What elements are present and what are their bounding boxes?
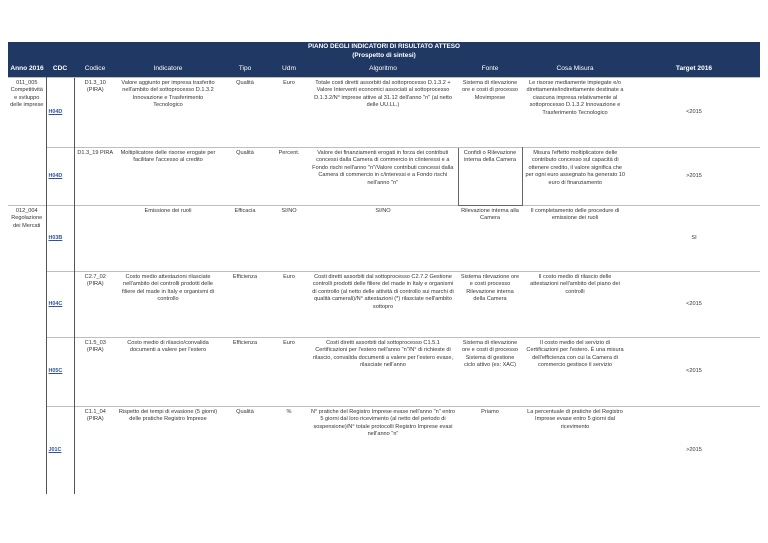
cdc-link[interactable]: J01C <box>46 407 74 494</box>
indicatore-cell: Costo medio di rilascio/convalida documenti a valere per l'estero <box>116 338 220 407</box>
udm-cell: SI/NO <box>270 206 308 272</box>
cosa-misura-cell: Misura l'effetto moltiplicatore delle contributo concesso sul capacità di ottenere credito, il valore significa che per ogni euro assegnato ha generato 10 euro di finanziamento <box>522 148 628 206</box>
algoritmo-cell: Totale costi diretti assorbiti dal sottoprocesso D.1.3.2 + Valore Interventi economici associati al sottoprocesso D.1.3.2/N° imprese attive al 31.12 dell'anno "n" (al netto delle UU.LL.) <box>308 78 458 148</box>
header-fonte: Fonte <box>458 60 522 78</box>
fonte-cell: Sistema rilevazione ore e costi processo Rilevazione interna della Camera <box>458 272 522 338</box>
tipo-cell: Qualità <box>220 407 270 494</box>
sheet-title: PIANO DEGLI INDICATORI DI RISULTATO ATTESO <box>308 43 460 50</box>
tipo-cell: Qualità <box>220 78 270 148</box>
target-cell: <2015 <box>628 272 760 338</box>
table-row <box>8 407 760 494</box>
header-algoritmo: Algoritmo <box>308 60 458 78</box>
title-block <box>8 42 760 60</box>
sheet-subtitle: (Prospetto di sintesi) <box>352 51 416 59</box>
udm-cell: Percent. <box>270 148 308 206</box>
udm-cell: Euro <box>270 272 308 338</box>
indicatore-cell: Moltiplicatore delle risorse erogate per facilitare l'accesso al credito <box>116 148 220 206</box>
header-cosa-misura: Cosa Misura <box>522 60 628 78</box>
fonte-cell: Rilevazione interna alla Camera <box>458 206 522 272</box>
header-anno: Anno 2016 <box>8 60 46 78</box>
cosa-misura-cell: Il completamento delle procedure di emissione dei ruoli <box>522 206 628 272</box>
header-cdc: CDC <box>46 60 74 78</box>
fonte-cell: Sistema di rilevazione ore e costi di processo Sistema di gestione ciclo attivo (es: XAC) <box>458 338 522 407</box>
indicatore-cell: Valore aggiunto per impresa trasferito nell'ambito del sottoprocesso D.1.3.2 Innovazione e Trasferimento Tecnologico <box>116 78 220 148</box>
target-cell: <2015 <box>628 338 760 407</box>
codice-cell: C2.7_02 (PIRA) <box>74 272 116 338</box>
algoritmo-cell: SI/NO <box>308 206 458 272</box>
udm-cell: Euro <box>270 78 308 148</box>
group-label: 011_005 Competitività e sviluppo delle imprese <box>8 78 46 206</box>
target-cell: SI <box>628 206 760 272</box>
cdc-link[interactable]: H05C <box>46 338 74 407</box>
fonte-cell: Priamo <box>458 407 522 494</box>
table-row <box>8 148 760 206</box>
codice-cell <box>74 206 116 272</box>
udm-cell: % <box>270 407 308 494</box>
indicatore-cell: Rispetto dei tempi di evasione (5 giorni) delle pratiche Registro Imprese <box>116 407 220 494</box>
fonte-cell: Sistema di rilevazione ore e costi di processo Movimprese <box>458 78 522 148</box>
cosa-misura-cell: Il costo medio del servizio di Certificazioni per l'estero. È una misura dell'efficienza con cui la Camera di commercio gestisce il servizio <box>522 338 628 407</box>
algoritmo-cell: Costi diretti assorbiti dal sottoprocesso C2.7.2 Gestione controlli prodotti delle filiere del made in Italy e organismi di controllo (al netto delle attività di controllo sui marchi di qualità camerali)/N° attestazioni (*) rilasciate nell'ambito sottopro <box>308 272 458 338</box>
udm-cell: Euro <box>270 338 308 407</box>
indicator-sheet <box>8 42 760 494</box>
cdc-link[interactable]: H04D <box>46 148 74 206</box>
codice-cell: C1.1_04 (PIRA) <box>74 407 116 494</box>
header-row <box>8 60 760 78</box>
cdc-link[interactable]: H04D <box>46 78 74 148</box>
indicatore-cell: Emissione dei ruoli <box>116 206 220 272</box>
target-cell: <2015 <box>628 78 760 148</box>
target-cell: >2015 <box>628 148 760 206</box>
cosa-misura-cell: Il costo medio di rilascio delle attestazioni nell'ambito del piano dei controlli <box>522 272 628 338</box>
algoritmo-cell: Costi diretti assorbiti dal sottoprocesso C1.5.1 Certificazioni per l'estero nell'anno "n"/N° di richieste di rilascio, convalida documenti a valere per l'estero evase, rilasciate nell'anno <box>308 338 458 407</box>
cdc-link[interactable]: H03B <box>46 206 74 272</box>
codice-cell: D1.3_10 (PIRA) <box>74 78 116 148</box>
cosa-misura-cell: La percentuale di pratiche del Registro Imprese evase entro 5 giorni dal ricevimento <box>522 407 628 494</box>
table-row <box>8 338 760 407</box>
table-row <box>8 272 760 338</box>
tipo-cell: Efficienza <box>220 272 270 338</box>
tipo-cell: Qualità <box>220 148 270 206</box>
header-target: Target 2016 <box>628 60 760 78</box>
header-tipo: Tipo <box>220 60 270 78</box>
target-cell: >2015 <box>628 407 760 494</box>
cosa-misura-cell: Le risorse mediamente impiegate e/o direttamente/indirettamente destinate a ciascuna impresa relativamente al sottoprocesso D.1.3.2 Innovazione e Trasferimento Tecnologico <box>522 78 628 148</box>
indicatore-cell: Costo medio attestazioni rilasciate nell'ambito dei controlli prodotti delle filiere del made in Italy e organismi di controllo <box>116 272 220 338</box>
tipo-cell: Efficienza <box>220 338 270 407</box>
cdc-link[interactable]: H04C <box>46 272 74 338</box>
header-udm: Udm <box>270 60 308 78</box>
fonte-cell: Confidi o Rilevazione interna della Camera <box>458 148 522 206</box>
group-label: 012_004 Regolazione dei Mercati <box>8 206 46 494</box>
codice-cell: D1.3_19 PIRA <box>74 148 116 206</box>
codice-cell: C1.5_03 (PIRA) <box>74 338 116 407</box>
algoritmo-cell: Valore dei finanziamenti erogati in forza dei contributi concessi dalla Camera di commercio in c/interessi e a Fondo rischi nell'anno "n"/Valore contributi concessi dalla Camera di commercio in c/interessi e a Fondo rischi nell'anno "n" <box>308 148 458 206</box>
algoritmo-cell: N° pratiche del Registro Imprese evase nell'anno "n" entro 5 giorni dal loro ricevimento (al netto del periodo di sospensione)/N° totale protocolli Registro Imprese evasi nell'anno "n" <box>308 407 458 494</box>
table-row <box>8 206 760 272</box>
indicator-table <box>8 60 760 494</box>
header-indicatore: Indicatore <box>116 60 220 78</box>
table-row <box>8 78 760 148</box>
header-codice: Codice <box>74 60 116 78</box>
tipo-cell: Efficacia <box>220 206 270 272</box>
